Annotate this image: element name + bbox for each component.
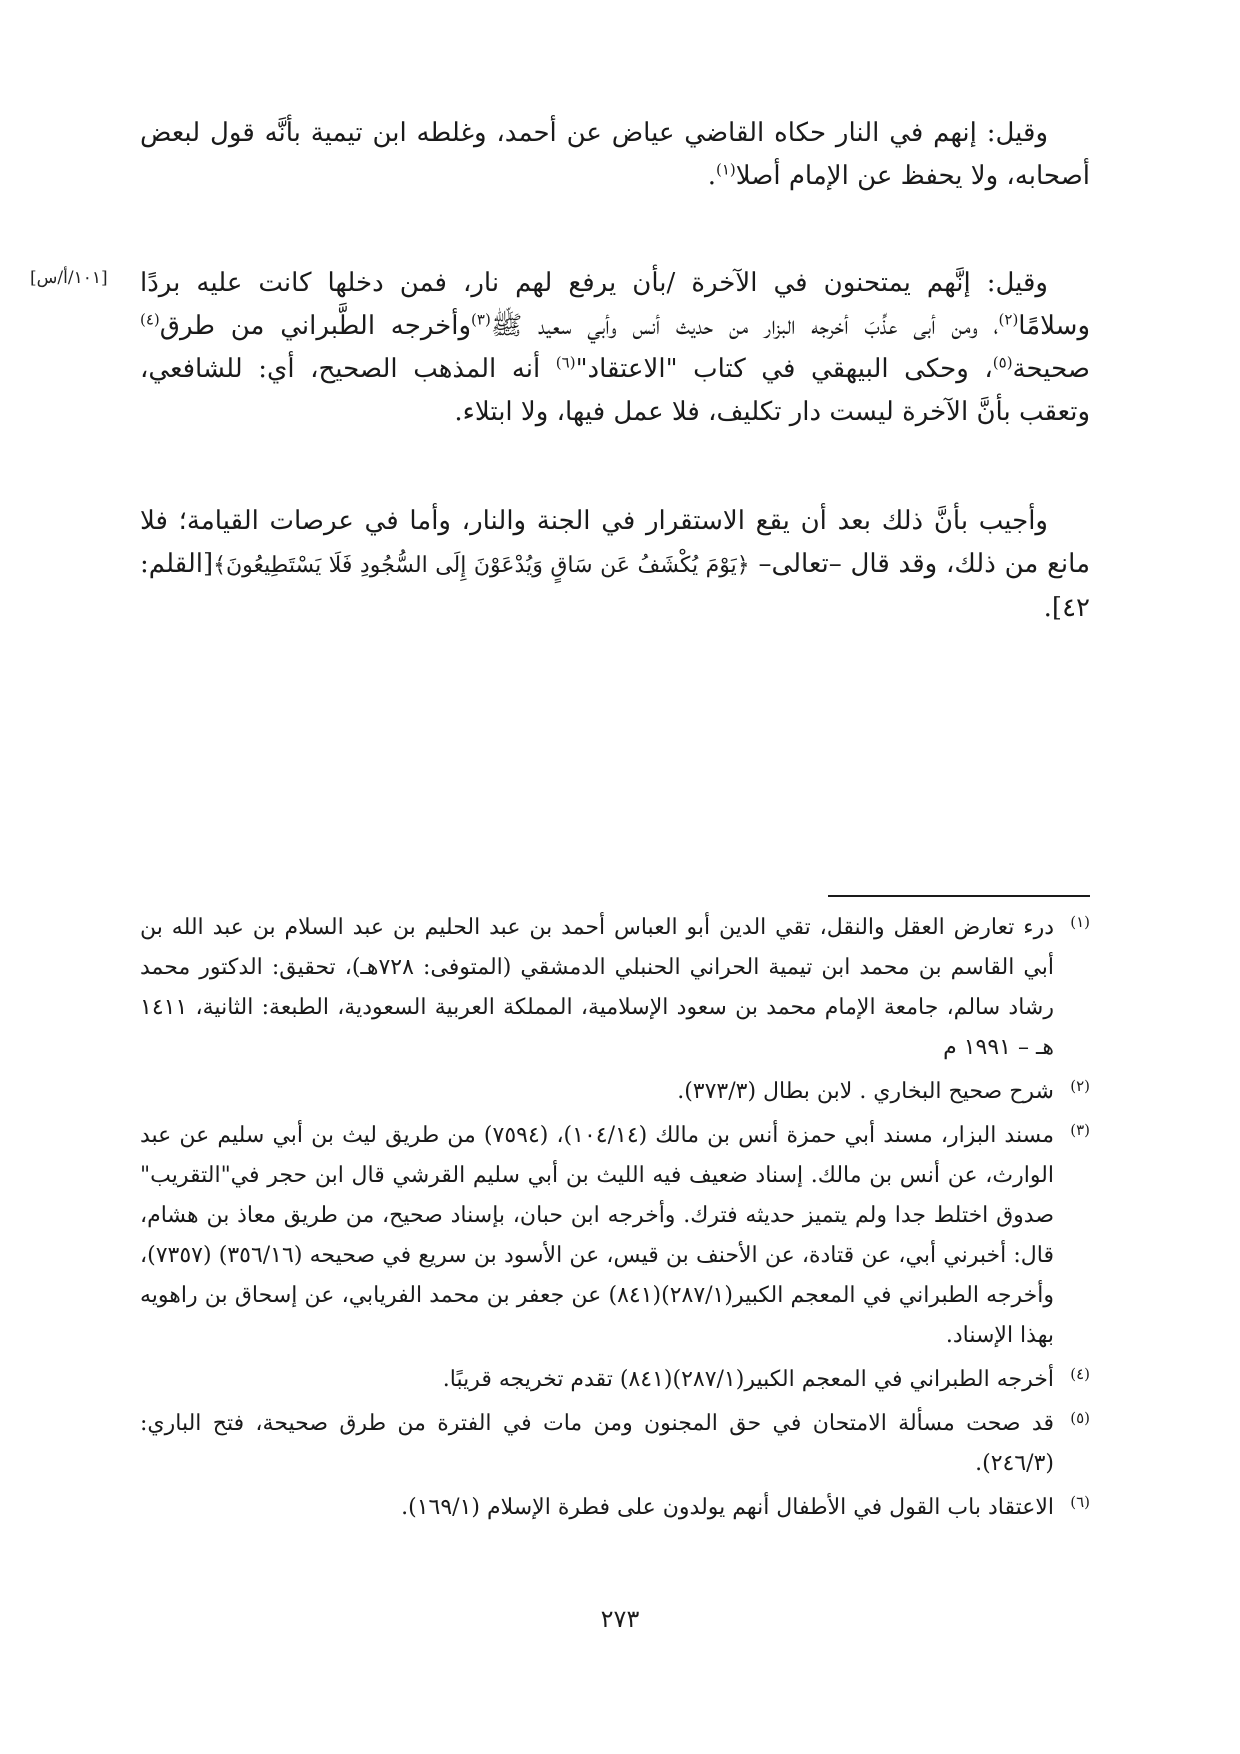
manuscript-folio-note: [١٠١/أ/س]	[30, 268, 108, 288]
paragraph-text: وأجيب بأنَّ ذلك بعد أن يقع الاستقرار في الجنة والنار، وأما في عرصات القيامة؛ فلا مانع من ذلك، وقد قال –تعالى–	[140, 506, 1090, 579]
paragraph-text: ، وحكى البيهقي في كتاب "الاعتقاد"	[575, 354, 993, 384]
footnote-ref[interactable]: (٤)	[140, 310, 160, 329]
footnote-text: شرح صحيح البخاري . لابن بطال (٣٧٣/٣).	[677, 1079, 1054, 1104]
page-number: ٢٧٣	[600, 1605, 640, 1633]
footnote-text: مسند البزار، مسند أبي حمزة أنس بن مالك (١٠٤/١٤)، (٧٥٩٤) من طريق ليث بن أبي سليم عن عبد الوارث، عن أنس بن مالك. إسناد ضعيف فيه الليث بن أبي سليم القرشي قال ابن حجر في"التقريب" صدوق اختلط جدا ولم يتميز حديثه فترك. وأخرجه ابن حبان، بإسناد صحيح، من طريق معاذ بن هشام، قال: أخبرني أبي، عن قتادة، عن الأحنف بن قيس، عن الأسود بن سريع في صحيحه (٣٥٦/١٦) (٧٣٥٧)، وأخرجه الطبراني في المعجم الكبير(٢٨٧/١)(٨٤١) عن جعفر بن محمد الفريابي، عن إسحاق بن راهويه بهذا الإسناد.	[140, 1123, 1054, 1348]
footnote-6	[140, 1488, 1090, 1528]
footnotes-section	[140, 908, 1090, 1532]
paragraph-text: وأخرجه الطَّبراني من طرق	[159, 311, 472, 341]
footnote-ref[interactable]: (١)	[715, 160, 736, 179]
footnote-text: درء تعارض العقل والنقل، تقي الدين أبو العباس أحمد بن عبد الحليم بن عبد السلام بن عبد الله بن أبي القاسم بن محمد ابن تيمية الحراني الحنبلي الدمشقي (المتوفى: ٧٢٨هـ)، تحقيق: الدكتور محمد رشاد سالم، جامعة الإمام محمد بن سعود الإسلامية، المملكة العربية السعودية، الطبعة: الثانية، ١٤١١ هـ – ١٩٩١ م	[140, 915, 1054, 1060]
footnote-1	[140, 908, 1090, 1068]
footnote-number: (٤)	[1070, 1365, 1090, 1383]
paragraph-text: وقيل: إنهم في النار حكاه القاضي عياض عن أحمد، وغلطه ابن تيمية بأنَّه قول لبعض أصحابه، ولا يحفظ عن الإمام أصلا	[140, 118, 1090, 191]
footnote-number: (٦)	[1070, 1493, 1090, 1511]
footnote-5	[140, 1404, 1090, 1484]
paragraph-text: ، ومن أبى عذِّبَ أخرجه البزار من حديث أنس وأبي سعيد ﷺ	[490, 311, 999, 341]
footnote-ref[interactable]: (٣)	[471, 310, 491, 329]
paragraph-1	[140, 112, 1090, 198]
paragraph-text: وقيل: إنَّهم يمتحنون في الآخرة /بأن يرفع لهم نار، فمن دخلها كانت عليه بردًا وسلامًا	[140, 268, 1090, 341]
footnote-number: (٥)	[1070, 1409, 1090, 1427]
paragraph-text: .	[707, 161, 716, 191]
paragraph-3	[140, 500, 1090, 630]
paragraph-text: أنه المذهب الصحيح، أي: للشافعي، وتعقب بأنَّ الآخرة ليست دار تكليف، فلا عمل فيها، ولا ابتلاء.	[140, 354, 1090, 427]
footnote-number: (٢)	[1070, 1077, 1090, 1095]
footnote-number: (١)	[1070, 913, 1090, 931]
footnote-text: أخرجه الطبراني في المعجم الكبير(٢٨٧/١)(٨٤١) تقدم تخريجه قريبًا.	[442, 1367, 1054, 1392]
footnote-ref[interactable]: (٢)	[998, 310, 1019, 329]
footnote-number: (٣)	[1070, 1121, 1090, 1139]
footnote-divider	[828, 895, 1090, 897]
footnote-3	[140, 1116, 1090, 1356]
paragraph-2	[140, 262, 1090, 434]
footnote-4	[140, 1360, 1090, 1400]
footnote-ref[interactable]: (٥)	[992, 353, 1013, 372]
footnote-2	[140, 1072, 1090, 1112]
paragraph-text: صحيحة	[1012, 354, 1090, 384]
verse-citation: [القلم: ٤٢].	[140, 549, 1090, 623]
footnote-text: قد صحت مسألة الامتحان في حق المجنون ومن مات في الفترة من طرق صحيحة، فتح الباري: (٢٤٦/٣).	[140, 1411, 1054, 1476]
quran-verse: ﴿يَوْمَ يُكْشَفُ عَن سَاقٍ وَيُدْعَوْنَ إِلَى السُّجُودِ فَلَا يَسْتَطِيعُونَ﴾	[213, 553, 750, 578]
footnote-text: الاعتقاد باب القول في الأطفال أنهم يولدون على فطرة الإسلام (١٦٩/١).	[401, 1495, 1054, 1520]
footnote-ref[interactable]: (٦)	[555, 353, 576, 372]
